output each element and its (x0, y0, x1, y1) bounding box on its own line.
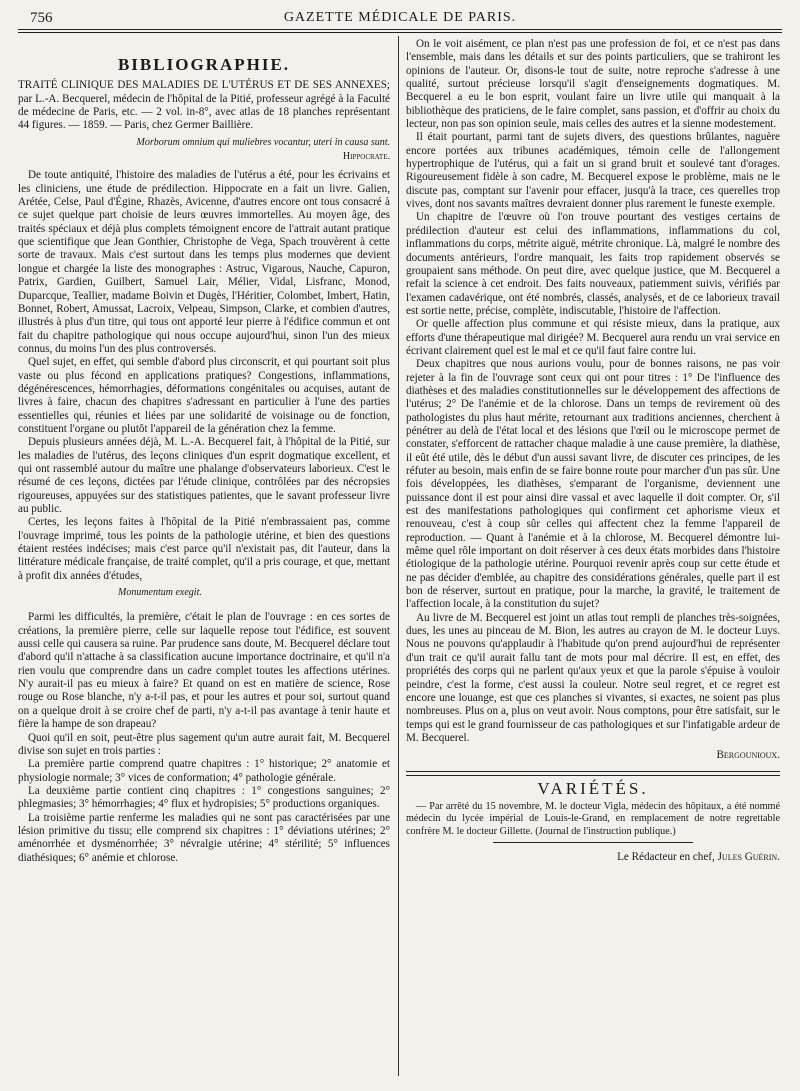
book-details: par L.-A. Becquerel, médecin de l'hôpital de la Pitié, professeur agrégé à la Faculté de médecine de Paris, etc. — 2 vol. in-8°, avec atlas de 18 planches représentant 44 figures. — 1859. — Paris, chez Germer Baillière. (18, 92, 390, 132)
paragraph: Parmi les difficultés, la première, c'était le plan de l'ouvrage : en ces sortes de créations, la première pierre, celle sur laquelle repose tout l'édifice, est souvent aussi celle qui causera sa ruine. Par prudence sans doute, M. Becquerel déclare tout d'abord qu'il n'attache à sa classification aucune importance doctrinaire, et qu'il n'a rien voulu que comprendre dans un cadre complet toutes les affections utérines. N'y aurait-il pas eu mieux à faire? Et quand on est en matière de science, Rose rouge ou Rose blanche, n'y a-t-il pas, et pour les autres et pour soi, surtout quand on a quelque droit à se croire chef de parti, n'y a-t-il pas avantage à tenir haute et fière la hampe de son drapeau? (18, 611, 390, 731)
paragraph: De toute antiquité, l'histoire des maladies de l'utérus a été, pour les écrivains et les cliniciens, une étude de prédilection. Hippocrate en a fait un livre. Galien, Arétée, Celse, Paul d'Égine, Rhazès, Avicenne, d'autres encore ont tous consacré à ce sujet quelque part choisie de leurs œuvres immortelles. Au moyen âge, des traités spéciaux et déjà plus complets témoignent encore de l'attrait autant pratique que scientifique que Jean Gonthier, Christophe de Vega, Spach trouvèrent à cette sorte de travaux. Mais c'est surtout dans les temps plus modernes que devient longue et chargée la liste des monographes : Astruc, Vigarous, Nauche, Capuron, Patrix, Gardien, Guilbert, Samuel Lair, Mélier, Vidal, Lisfranc, Monod, Duparcque, Teallier, madame Boivin et Dugès, l'Héritier, Colombet, Imbert, Hatin, Bonnet, Robert, Amussat, Lacroix, Velpeau, Simpson, Clarke, et combien d'autres, illustrés à plus d'un titre, qui tous ont apporté leur pierre à l'édifice commun et ont fait du chapitre pathologique qui nous occupe aujourd'hui, sinon l'un des mieux connus, du moins l'un des plus controversés. (18, 169, 390, 355)
varietes-title: VARIÉTÉS. (537, 778, 649, 798)
book-reference (18, 79, 390, 132)
varietes-notice: — Par arrêté du 15 novembre, M. le docteur Vigla, médecin des hôpitaux, a été nommé médecin du lycée impérial de Louis-le-Grand, en remplacement de notre regrettable confrère M. le docteur Gillette. (Journal de l'instruction publique.) (406, 800, 780, 837)
paragraph: La première partie comprend quatre chapitres : 1° historique; 2° anatomie et physiologie normale; 3° vices de conformation; 4° pathologie générale. (18, 758, 390, 784)
paragraph: Il était pourtant, parmi tant de sujets divers, des questions brûlantes, naguère encore portées aux tribunes académiques, témoin celle de l'allongement hypertrophique de l'utérus, qui a fait un si grand bruit et soulevé tant d'orages. Rigoureusement fidèle à son cadre, M. Becquerel expose le problème, mais ne le discute pas, comptant sur l'avenir pour effacer, jusqu'à la trace, ces querelles trop vives, dont nos savants maîtres devraient donner plus rarement le funeste exemple. (406, 131, 780, 211)
page-header (18, 8, 782, 28)
column-divider (398, 36, 399, 1076)
epigraph-author: Hippocrate. (342, 151, 390, 163)
short-divider (493, 842, 693, 843)
header-rule-double (18, 32, 782, 33)
paragraph: Deux chapitres que nous aurions voulu, pour de bonnes raisons, ne pas voir rejeter à la fin de l'ouvrage sont ceux qui ont pour titres : 1° De l'influence des diathèses et des maladies constitutionnelles sur le développement des affections de l'utérus; 2° De l'anémie et de la chlorose. Dans un temps de revirement où des pathologistes du plus haut mérite, retournant aux traditions anciennes, cherchent à pénétrer au delà de l'état local et des lésions que l'œil ou le microscope permet de constater, s'efforcent de rattacher chaque maladie à une cause première, la diathèse, il eût été utile, dès le début d'un aussi savant livre, de discuter ces principes, de les réfuter au besoin, mais enfin de se faire bonne route pour marcher d'un pas sûr. Une fois développées, les diathèses, s'emparant de l'organisme, deviennent une puissance dont il est pour ainsi dire vassal et avec laquelle il doit compter. Or, s'il est des manifestations pathologiques qui confirment cet aphorisme vieux et renouveau, c'est à coup sûr celles qui affectent chez la femme l'appareil de reproduction. — Quant à l'anémie et à la chlorose, M. Becquerel démontre lui-même quel rôle important on doit réserver à ces deux états morbides dans l'histoire étiologique de la pathologie utérine. Pourquoi revenir après coup sur cette étude et ne pas décider d'emblée, au chapitre des considérations générales, quelle part il est bon de réserver, surtout en pratique, pour la marche, la gravité, le traitement de l'affection locale, à la constitution du sujet? (406, 358, 780, 611)
paragraph: La deuxième partie contient cinq chapitres : 1° congestions sanguines; 2° phlegmasies; 3° hémorrhagies; 4° flux et hydropisies; 5° productions organiques. (18, 784, 390, 811)
book-title: TRAITÉ CLINIQUE DES MALADIES DE L'UTÉRUS ET DE SES ANNEXES; (18, 79, 390, 92)
editor-label: Le Rédacteur en chef, (617, 850, 715, 863)
paragraph: Depuis plusieurs années déjà, M. L.-A. Becquerel fait, à l'hôpital de la Pitié, sur les maladies de l'utérus, des leçons cliniques d'un esprit dogmatique excellent, et qui ont rassemblé autour du maître une phalange d'observateurs laborieux. C'est le résumé de ces leçons, dictées par l'étude clinique, contrôlées par des nécropsies rigoureuses, appuyées sur des statistiques patientes, que le savant professeur livre au public. (18, 436, 390, 515)
editor-line (406, 851, 780, 864)
paragraph: Quoi qu'il en soit, peut-être plus sagement qu'un autre aurait fait, M. Becquerel divise son sujet en trois parties : (18, 731, 390, 757)
bibliography-title: BIBLIOGRAPHIE. (117, 55, 291, 74)
paragraph: Un chapitre de l'œuvre où l'on trouve pourtant des vestiges certains de prédilection d'auteur est celui des inflammations, inflammations du col, inflammations du corps, métrite aiguë, métrite chronique. Là, malgré le nombre des documents antérieurs, l'ordre manquait, les faits trop rapidement observés se groupaient sans méthode. On peut dire, avec quelque justice, que M. Becquerel a refait la science à cet endroit. Des faits nouveaux, patiemment suivis, vérifiés par l'examen cadavérique, ont été nombrés, classés, analysés, et de ce laborieux travail est sortie nette, précise, complète, indiscutable, l'histoire de l'affection. (406, 211, 780, 317)
author-signature: Bergounioux. (716, 749, 780, 762)
paragraph: Certes, les leçons faites à l'hôpital de la Pitié n'embrassaient pas, comme l'ouvrage imprimé, tous les points de la pathologie utérine, et bien des questions étaient restées indécises; mais c'est parce qu'il n'existait pas, dit l'auteur, dans la littérature médicale française, de traité complet, qu'il a pris courage, et que, mettant à profit dix années d'études, (18, 516, 390, 582)
section-divider (406, 771, 780, 776)
paragraph: Quel sujet, en effet, qui semble d'abord plus circonscrit, et qui pourtant soit plus vaste ou plus fécond en applications pratiques? Congestions, inflammations, dégénérescences, hémorrhagies, déformations congénitales ou acquises, autant de livres à faire, chacun des chapitres s'adressant en particulier à l'une des parties essentielles qui, réunies et liées par une solidarité de voisinage ou de fonction, constituent l'organe ou plutôt l'appareil de la génération chez la femme. (18, 356, 390, 435)
editor-name: Jules Guérin. (717, 850, 780, 863)
left-column (18, 38, 390, 865)
paragraph: On le voit aisément, ce plan n'est pas une profession de foi, et ce n'est pas dans l'ensemble, mais dans les détails et sur des points particuliers, que se trahiront les opinions de l'auteur. Or, disons-le tout de suite, notre reproche s'adresse à une qualité, surtout précieuse lorsqu'il s'agit d'enseignements dogmatiques. M. Becquerel a eu le bon esprit, voulant faire un livre utile qui manquait à la bibliothèque des praticiens, de le faire complet, sans passion, et d'offrir au choix du lecteur, non pas son opinion seule, mais celles des autres et la sienne modestement. (406, 38, 780, 131)
epigraph: Morborum omnium qui muliebres vocantur, uteri in causa sunt. (136, 136, 390, 148)
paragraph: La troisième partie renferme les maladies qui ne sont pas caractérisées par une lésion primitive du tissu; elle comprend six chapitres : 1° déviations utérines; 2° aménorrhée et dysménorrhée; 3° névralgie utérine; 4° stérilité; 5° influences diathésiques; 6° anémie et chlorose. (18, 811, 390, 864)
header-rule (18, 29, 782, 30)
quote-monumentum: Monumentum exegit. (118, 587, 202, 599)
paragraph: Au livre de M. Becquerel est joint un atlas tout rempli de planches très-soignées, dues, les unes au pinceau de M. Bion, les autres au crayon de M. le docteur Luys. Nous ne pouvons qu'applaudir à l'habitude qu'on prend aujourd'hui de représenter d'un trait ce qu'il aurait fallu tant de mots pour mal décrire. Il est, en effet, des propriétés des corps qui ne parlent qu'aux yeux et que la parole s'épuise à vouloir peindre, c'est la forme, c'est aussi la couleur. Notre seul regret, et ce regret est encore une louange, est que ces planches si vivantes, si exactes, ne soient pas plus nombreuses. Plus on a, plus on veut avoir. Nous comptons, pour être satisfait, sur le temps qui est le grand fournisseur de cas pathologiques et sur l'infatigable ardeur de M. Becquerel. (406, 611, 780, 744)
journal-title: GAZETTE MÉDICALE DE PARIS. (283, 10, 517, 25)
paragraph: Or quelle affection plus commune et qui résiste mieux, dans la pratique, aux efforts d'une thérapeutique mal dirigée? M. Becquerel aura rendu un vrai service en écrivant clairement quel est le mal et ce qu'il faut faire contre lui. (406, 318, 780, 357)
page-number: 756 (30, 10, 53, 26)
right-column (406, 38, 780, 864)
